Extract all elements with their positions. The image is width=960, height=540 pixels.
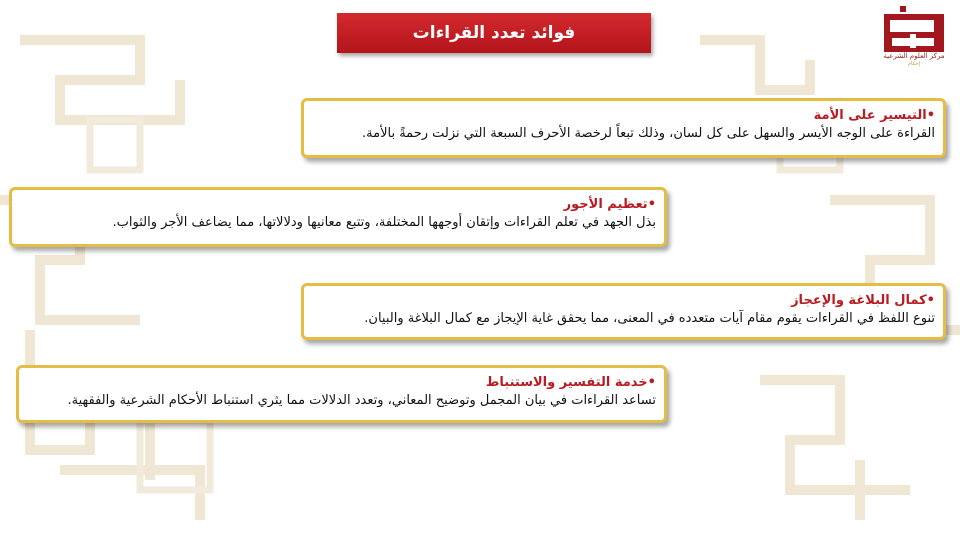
slide-title-bar bbox=[337, 13, 651, 53]
card-heading: •كمال البلاغة والإعجاز bbox=[791, 293, 935, 308]
card-heading: •التيسير على الأمة bbox=[813, 108, 935, 123]
benefit-card-rewards bbox=[9, 187, 667, 247]
slide-title: فوائد تعدد القراءات bbox=[412, 23, 576, 43]
card-body: تساعد القراءات في بيان المجمل وتوضيح المعاني، وتعدد الدلالات مما يثري استنباط الأحكام الشرعية والفقهية. bbox=[67, 393, 656, 408]
logo-subtitle: مركز العلوم الشرعية bbox=[883, 52, 945, 60]
benefit-card-eloquence bbox=[301, 283, 946, 340]
card-heading: •خدمة التفسير والاستنباط bbox=[485, 375, 656, 390]
logo-mark-text: إحكام bbox=[908, 61, 920, 67]
benefit-card-ease bbox=[301, 98, 946, 158]
card-body: القراءة على الوجه الأيسر والسهل على كل لسان، وذلك تبعاً لرخصة الأحرف السبعة التي نزلت رحمةً بالأمة. bbox=[362, 126, 935, 141]
card-body: بذل الجهد في تعلم القراءات وإتقان أوجهها المختلفة، وتتبع معانيها ودلالاتها، مما يضاعف الأجر والثواب. bbox=[112, 215, 656, 230]
card-body: تنوع اللفظ في القراءات يقوم مقام آيات متعدده في المعنى، مما يحقق غاية الإيجاز مع كمال البلاغة والبيان. bbox=[364, 311, 935, 326]
benefit-card-interpretation bbox=[16, 365, 667, 423]
card-heading: •تعظيم الأجور bbox=[563, 197, 656, 212]
